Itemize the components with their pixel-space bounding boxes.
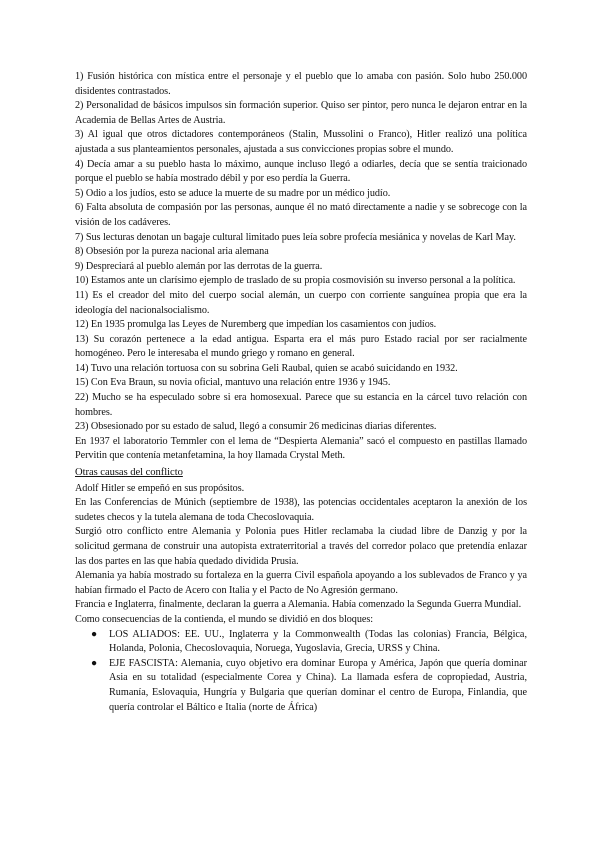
list-item-11: 11) Es el creador del mito del cuerpo social alemán, un cuerpo con corriente sanguínea propia que era la ideología del nacionalsocialismo.	[75, 289, 527, 316]
list-item-5: 5) Odio a los judíos, esto se aduce la muerte de su madre por un médico judío.	[75, 187, 391, 199]
bullet-item-aliados	[75, 628, 527, 657]
section-paragraph: En las Conferencias de Múnich (septiembre de 1938), las potencias occidentales aceptaron la anexión de los sudetes checos y la tutela alemana de toda Checoslovaquia.	[75, 497, 527, 523]
list-item-4: 4) Decía amar a su pueblo hasta lo máximo, aunque incluso llegó a odiarles, decía que se sentía traicionado porque el pueblo se había mostrado débil y por eso perdía la Guerra.	[75, 158, 527, 185]
list-item-7: 7) Sus lecturas denotan un bagaje cultural limitado pues leía sobre profecía mesiánica y novelas de Karl May.	[75, 231, 516, 243]
list-item-2: 2) Personalidad de básicos impulsos sin formación superior. Quiso ser pintor, pero nunca le dejaron entrar en la Academia de Bellas Artes de Austria.	[75, 100, 527, 126]
list-item-13: 13) Su corazón pertenece a la edad antigua. Esparta era el más puro Estado racial por ser racialmente homogéneo. Pero le interesaba el mundo griego y romano en general.	[75, 333, 527, 360]
bullet-item-eje	[75, 657, 527, 715]
pervitin-paragraph: En 1937 el laboratorio Temmler con el lema de “Despierta Alemania” sacó el compuesto en pastillas llamado Pervitin que contenía metanfetamina, la hoy llamada Crystal Meth.	[75, 435, 527, 462]
list-item-10: 10) Estamos ante un clarísimo ejemplo de traslado de su propia cosmovisión su inverso personal a la política.	[75, 275, 516, 287]
list-item-9: 9) Despreciará al pueblo alemán por las derrotas de la guerra.	[75, 260, 323, 272]
section-paragraph: Alemania ya había mostrado su fortaleza en la guerra Civil española apoyando a los sublevados de Franco y ya habían firmado el Pacto de Acero con Italia y el Pacto de No Agresión germano.	[75, 570, 527, 596]
section-paragraph: Francia e Inglaterra, finalmente, declaran la guerra a Alemania. Había comenzado la Segunda Guerra Mundial.	[75, 599, 522, 611]
list-item-22: 22) Mucho se ha especulado sobre si era homosexual. Parece que su estancia en la cárcel tuvo relación con hombres.	[75, 392, 527, 418]
bullet-icon: ●	[91, 657, 98, 669]
bullet-text: LOS ALIADOS: EE. UU., Inglaterra y la Commonwealth (Todas las colonias) Francia, Bélgica, Holanda, Polonia, Checoslovaquia, Noruega, Yugoslavia, Grecia, URSS y China.	[109, 628, 527, 655]
list-item-15: 15) Con Eva Braun, su novia oficial, mantuvo una relación entre 1936 y 1945.	[75, 377, 391, 389]
section-paragraph: Surgió otro conflicto entre Alemania y Polonia pues Hitler reclamaba la ciudad libre de Danzig y por la solicitud germana de construir una autopista extraterritorial a través del corredor polaco que pretendía enlazar las dos partes en las que había quedado dividida Prusia.	[75, 526, 527, 567]
bullet-icon: ●	[91, 628, 98, 640]
section-heading: Otras causas del conflicto	[75, 467, 183, 479]
list-item-6: 6) Falta absoluta de compasión por las personas, aunque él no mató directamente a nadie y se sobrecoge con la visión de los cadáveres.	[75, 202, 527, 228]
bullet-text: EJE FASCISTA: Alemania, cuyo objetivo era dominar Europa y América, Japón que quería dominar Asia en su totalidad (especialmente Corea y China). La llamada esfera de copropiedad, Austria, Rumanía, Eslovaquia, Hungría y Bulgaria que querían dominar el centro de Europa, Finlandia, que quería controlar el Báltico e Italia (norte de África)	[109, 657, 527, 713]
section-paragraph: Como consecuencias de la contienda, el mundo se dividió en dos bloques:	[75, 613, 374, 625]
list-item-3: 3) Al igual que otros dictadores contemporáneos (Stalin, Mussolini o Franco), Hitler realizó una política ajustada a sus planteamientos personales, ajustada a sus convicciones propias sobre el mundo.	[75, 129, 527, 155]
list-item-23: 23) Obsesionado por su estado de salud, llegó a consumir 26 medicinas diarias diferentes.	[75, 421, 437, 433]
list-item-8: 8) Obsesión por la pureza nacional aria alemana	[75, 246, 269, 258]
list-item-1: 1) Fusión histórica con mística entre el personaje y el pueblo que lo amaba con pasión. Solo hubo 250.000 disidentes contrastados.	[75, 71, 527, 97]
list-item-14: 14) Tuvo una relación tortuosa con su sobrina Geli Raubal, quien se acabó suicidando en 1932.	[75, 362, 458, 374]
document-page	[75, 70, 527, 715]
bloc-list	[75, 628, 527, 716]
list-item-12: 12) En 1935 promulga las Leyes de Nuremberg que impedían los casamientos con judíos.	[75, 319, 437, 331]
section-paragraph: Adolf Hitler se empeñó en sus propósitos.	[75, 482, 245, 494]
